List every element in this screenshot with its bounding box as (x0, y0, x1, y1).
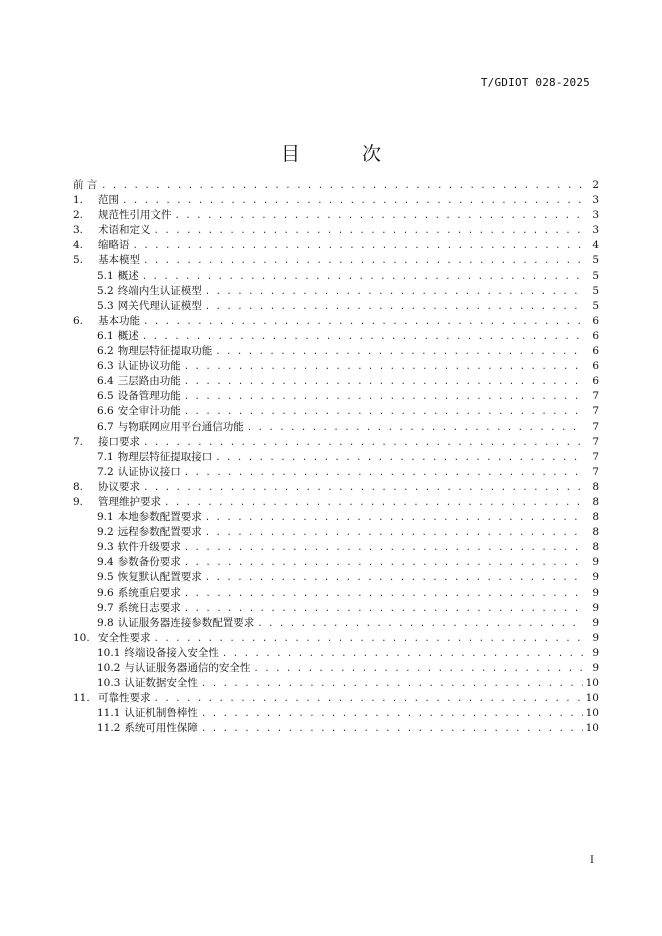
toc-entry-number: 6.3 (97, 360, 114, 373)
toc-entry[interactable] (73, 510, 599, 525)
toc-entry[interactable] (73, 238, 599, 253)
toc-entry[interactable] (73, 299, 599, 314)
toc-entry-page: 9 (592, 646, 599, 659)
toc-entry-number: 5. (73, 254, 84, 267)
toc-entry-label: 本地参数配置要求 (117, 511, 202, 524)
toc-entry-page: 8 (592, 526, 599, 539)
toc-entry-number: 11. (73, 692, 90, 705)
table-of-contents (73, 178, 599, 736)
toc-entry-label: 协议要求 (98, 480, 140, 493)
toc-entry-page: 6 (592, 314, 599, 327)
toc-entry-number: 9.2 (97, 526, 114, 539)
toc-entry-label: 与物联网应用平台通信功能 (117, 420, 244, 433)
toc-entry-number: 5.1 (97, 269, 114, 282)
toc-entry[interactable] (73, 616, 599, 631)
toc-entry-page: 5 (592, 284, 599, 297)
toc-dot-leader (154, 692, 583, 707)
toc-entry-label: 参数备份要求 (117, 556, 181, 569)
toc-entry-number: 6.5 (97, 390, 114, 403)
toc-dot-leader (154, 632, 585, 647)
toc-entry[interactable] (73, 208, 599, 223)
toc-dot-leader (253, 662, 584, 677)
toc-entry-number: 7.1 (97, 450, 114, 463)
toc-entry-number: 1. (73, 194, 84, 207)
toc-entry-label: 管理维护要求 (98, 495, 161, 508)
toc-dot-leader (143, 254, 584, 269)
toc-entry-label: 基本模型 (98, 254, 140, 267)
toc-dot-leader (201, 707, 583, 722)
toc-entry-label: 范围 (98, 194, 119, 207)
toc-entry-label: 软件升级要求 (117, 541, 181, 554)
toc-entry-page: 7 (592, 465, 599, 478)
toc-entry[interactable] (73, 374, 599, 389)
toc-entry-label: 接口要求 (98, 435, 140, 448)
toc-dot-leader (184, 390, 584, 405)
toc-entry-page: 9 (592, 586, 599, 599)
toc-entry-label: 缩略语 (98, 239, 130, 252)
toc-entry[interactable] (73, 480, 599, 495)
toc-entry-label: 基本功能 (98, 314, 140, 327)
toc-entry-number: 10.2 (97, 662, 121, 674)
toc-entry[interactable] (73, 540, 599, 555)
toc-entry-page: 3 (592, 209, 599, 222)
toc-entry-label: 术语和定义 (98, 224, 151, 237)
toc-entry-label: 设备管理功能 (117, 390, 181, 403)
toc-entry[interactable] (73, 691, 599, 706)
toc-entry-number: 4. (73, 239, 84, 252)
toc-entry[interactable] (73, 178, 599, 193)
toc-entry-page: 10 (585, 677, 599, 690)
toc-dot-leader (201, 722, 583, 737)
toc-entry-label: 认证服务器连接参数配置要求 (117, 616, 255, 629)
toc-entry-page: 9 (592, 616, 599, 629)
toc-entry-label: 与认证服务器通信的安全性 (124, 662, 251, 674)
toc-dot-leader (184, 541, 584, 556)
toc-entry-page: 9 (592, 556, 599, 569)
toc-entry-label: 远程参数配置要求 (117, 526, 202, 539)
toc-dot-leader (184, 466, 584, 481)
toc-entry[interactable] (73, 465, 599, 480)
toc-entry-label: 恢复默认配置要求 (117, 571, 202, 584)
toc-dot-leader (122, 194, 584, 209)
toc-dot-leader (205, 526, 584, 541)
toc-dot-leader (215, 451, 584, 466)
page-number: I (590, 855, 594, 866)
toc-entry-label: 概述 (117, 269, 139, 282)
toc-entry-number: 10. (73, 631, 90, 644)
toc-entry[interactable] (73, 495, 599, 510)
toc-entry-page: 8 (592, 511, 599, 524)
toc-entry-label: 认证机制鲁棒性 (124, 707, 198, 720)
toc-entry-page: 7 (592, 420, 599, 433)
toc-entry-number: 6.7 (97, 420, 114, 433)
toc-entry[interactable] (73, 661, 599, 676)
toc-entry[interactable] (73, 420, 599, 435)
toc-entry-page: 9 (592, 601, 599, 614)
toc-entry-page: 8 (592, 495, 599, 508)
toc-dot-leader (215, 345, 584, 360)
toc-entry-page: 7 (592, 390, 599, 403)
toc-entry-number: 10.1 (97, 646, 121, 659)
toc-dot-leader (143, 315, 584, 330)
toc-entry-label: 物理层特征提取接口 (117, 450, 213, 463)
toc-entry-page: 10 (585, 722, 599, 735)
toc-dot-leader (205, 571, 584, 586)
toc-entry[interactable] (73, 314, 599, 329)
toc-entry-number: 6. (73, 314, 84, 327)
toc-entry[interactable] (73, 721, 599, 736)
toc-entry[interactable] (73, 435, 599, 450)
toc-dot-leader (133, 239, 585, 254)
toc-entry-number: 9. (73, 495, 84, 508)
toc-entry-page: 8 (592, 541, 599, 554)
toc-entry-label: 系统可用性保障 (124, 722, 198, 735)
toc-entry[interactable] (73, 223, 599, 238)
toc-dot-leader (143, 436, 584, 451)
toc-entry[interactable] (73, 193, 599, 208)
toc-dot-leader (184, 375, 584, 390)
toc-dot-leader (164, 496, 584, 511)
toc-entry-label: 概述 (117, 329, 139, 342)
toc-entry-label: 系统日志要求 (117, 601, 181, 614)
toc-entry[interactable] (73, 389, 599, 404)
toc-entry-label: 认证协议接口 (117, 465, 181, 478)
toc-dot-leader (201, 677, 583, 692)
toc-dot-leader (184, 405, 584, 420)
toc-entry-number: 6.1 (97, 329, 114, 342)
toc-entry-number: 6.4 (97, 375, 114, 388)
toc-dot-leader (184, 587, 584, 602)
toc-dot-leader (154, 224, 585, 239)
toc-entry[interactable] (73, 676, 599, 691)
toc-entry-label: 网关代理认证模型 (117, 299, 202, 312)
toc-entry-number: 9.4 (97, 556, 114, 569)
toc-entry-number: 9.7 (97, 601, 114, 614)
toc-dot-leader (184, 360, 584, 375)
toc-entry-number: 11.1 (97, 707, 121, 720)
toc-entry-page: 5 (592, 299, 599, 312)
toc-entry-number: 9.8 (97, 616, 114, 629)
toc-entry-label: 终端设备接入安全性 (124, 646, 219, 659)
toc-entry-page: 6 (592, 375, 599, 388)
toc-entry-page: 7 (592, 435, 599, 448)
toc-entry[interactable] (73, 329, 599, 344)
toc-entry-number: 7. (73, 435, 84, 448)
toc-entry-page: 10 (585, 692, 599, 705)
toc-dot-leader (257, 617, 584, 632)
toc-entry-number: 6.2 (97, 345, 114, 358)
toc-entry-page: 10 (585, 707, 599, 720)
toc-entry[interactable] (73, 706, 599, 721)
toc-entry-number: 6.6 (97, 405, 114, 418)
toc-dot-leader (205, 285, 584, 300)
toc-entry-label: 安全审计功能 (117, 405, 181, 418)
toc-entry-number: 5.3 (97, 299, 114, 312)
toc-entry[interactable] (73, 269, 599, 284)
toc-dot-leader (143, 481, 584, 496)
toc-entry-label: 系统重启要求 (117, 586, 181, 599)
toc-entry-number: 9.1 (97, 511, 114, 524)
toc-entry-page: 3 (592, 194, 599, 207)
toc-entry[interactable] (73, 525, 599, 540)
toc-entry-page: 9 (592, 631, 599, 644)
toc-entry-page: 9 (592, 571, 599, 584)
toc-entry-label: 认证数据安全性 (124, 677, 198, 690)
toc-entry[interactable] (73, 555, 599, 570)
toc-entry-number: 10.3 (97, 677, 121, 690)
toc-dot-leader (247, 421, 584, 436)
toc-entry-number: 前 言 (73, 179, 98, 191)
toc-dot-leader (184, 556, 584, 571)
toc-entry-page: 6 (592, 329, 599, 342)
toc-dot-leader (142, 330, 584, 345)
toc-entry-label: 物理层特征提取功能 (117, 345, 213, 358)
document-id: T/GDIOT 028-2025 (480, 76, 590, 89)
toc-entry-page: 6 (592, 345, 599, 358)
toc-entry[interactable] (73, 601, 599, 616)
toc-entry[interactable] (73, 631, 599, 646)
toc-entry-page: 5 (592, 254, 599, 267)
toc-entry-page: 7 (592, 405, 599, 418)
toc-entry-label: 安全性要求 (98, 631, 151, 644)
toc-entry[interactable] (73, 646, 599, 661)
toc-dot-leader (222, 647, 584, 662)
toc-dot-leader (184, 602, 584, 617)
toc-entry-number: 9.5 (97, 571, 114, 584)
toc-entry-number: 3. (73, 224, 84, 237)
toc-entry[interactable] (73, 450, 599, 465)
toc-entry-label: 终端内生认证模型 (117, 284, 202, 297)
toc-entry-label: 三层路由功能 (117, 375, 181, 388)
page-title: 目 次 (280, 143, 410, 165)
toc-entry-number: 9.3 (97, 541, 114, 554)
toc-entry-page: 8 (592, 480, 599, 493)
toc-dot-leader (175, 209, 585, 224)
toc-entry-page: 7 (592, 450, 599, 463)
toc-entry-page: 5 (592, 269, 599, 282)
toc-entry-number: 5.2 (97, 284, 114, 297)
toc-entry-number: 9.6 (97, 586, 114, 599)
toc-entry[interactable] (73, 359, 599, 374)
toc-entry[interactable] (73, 284, 599, 299)
toc-entry[interactable] (73, 253, 599, 268)
toc-dot-leader (205, 511, 584, 526)
toc-dot-leader (101, 179, 584, 194)
toc-entry[interactable] (73, 404, 599, 419)
toc-entry-label: 规范性引用文件 (98, 209, 172, 222)
toc-entry-number: 7.2 (97, 465, 114, 478)
toc-entry-page: 6 (592, 360, 599, 373)
toc-entry-page: 9 (592, 662, 599, 674)
toc-entry-page: 3 (592, 224, 599, 237)
toc-entry[interactable] (73, 586, 599, 601)
toc-entry[interactable] (73, 344, 599, 359)
toc-entry-page: 2 (592, 179, 599, 191)
toc-entry-number: 2. (73, 209, 84, 222)
toc-entry-page: 4 (592, 239, 599, 252)
toc-entry[interactable] (73, 570, 599, 585)
toc-entry-number: 8. (73, 480, 84, 493)
toc-dot-leader (205, 300, 584, 315)
toc-entry-number: 11.2 (97, 722, 121, 735)
toc-dot-leader (142, 270, 584, 285)
toc-entry-label: 可靠性要求 (98, 692, 151, 705)
toc-entry-label: 认证协议功能 (117, 360, 181, 373)
